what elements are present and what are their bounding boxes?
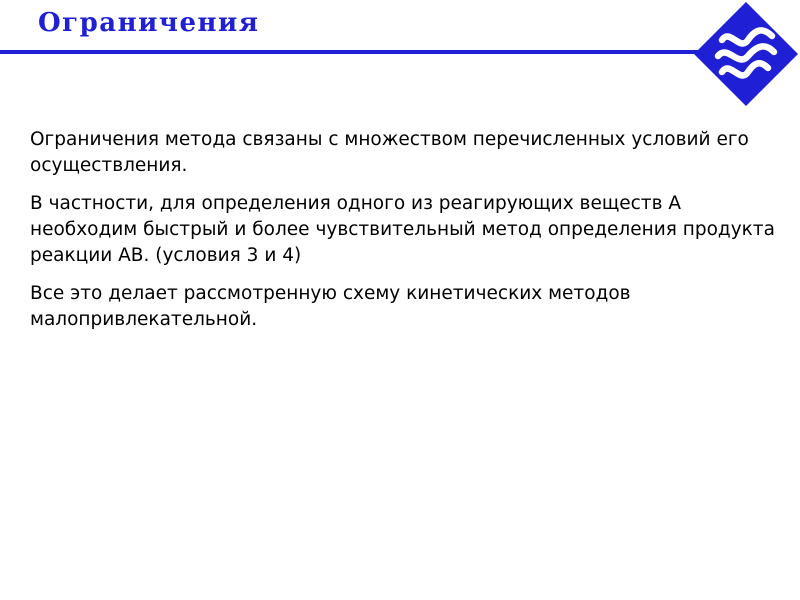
paragraph: Все это делает рассмотренную схему кинетических методов малопривлекательной. <box>30 283 631 330</box>
slide-title: Ограничения <box>38 8 260 38</box>
title-underline <box>0 50 700 54</box>
diamond-wave-logo-icon <box>692 0 800 108</box>
slide-body <box>30 127 785 345</box>
paragraph: В частности, для определения одного из реагирующих веществ А необходим быстрый и более чувствительный метод определения продукта реакции АВ. (условия 3 и 4) <box>30 193 775 266</box>
paragraph: Ограничения метода связаны с множеством перечисленных условий его осуществления. <box>30 129 749 176</box>
